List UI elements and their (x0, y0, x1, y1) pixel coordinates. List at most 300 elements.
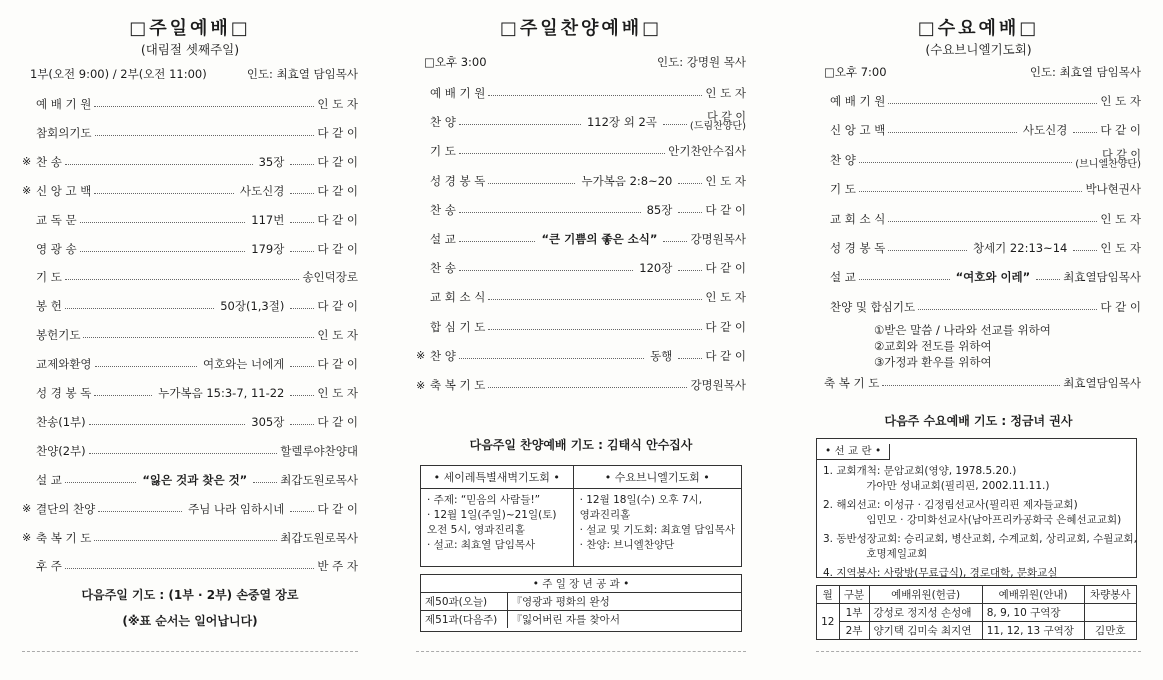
wednesday-service-column (816, 0, 1141, 680)
leader-dots (488, 299, 702, 300)
order-item (22, 384, 358, 402)
order-person (705, 319, 746, 335)
order-person (280, 443, 358, 459)
mission-line: 4. 지역봉사: 사랑방(무료급식), 경로대학, 문화교실 (823, 567, 1058, 579)
order-item (816, 180, 1141, 198)
leader-dots (80, 222, 246, 223)
order-item (416, 84, 746, 102)
dawn-prayer-notice (421, 466, 573, 566)
service-header (30, 66, 358, 82)
order-item (22, 95, 358, 113)
prayer-topic: ①받은 말씀 / 나라와 선교를 위하여 (874, 323, 1051, 337)
order-content: 동행 (650, 348, 673, 363)
order-label: 성 경 봉 독 (430, 173, 486, 188)
leader-dots (459, 241, 536, 242)
duty-guide: 8, 9, 10 구역장 (982, 604, 1084, 622)
order-person (1100, 299, 1141, 315)
order-person-name: 다 같 이 (317, 414, 358, 429)
order-label: 봉헌기도 (36, 328, 81, 343)
leader-dots (253, 482, 277, 483)
leader-dots (290, 193, 314, 194)
order-person (317, 212, 358, 228)
order-content: “여호와 이레” (955, 270, 1031, 285)
order-content: “잃은 것과 찾은 것” (142, 472, 248, 487)
leader-dots (488, 95, 702, 96)
wednesday-prayer-notice (573, 466, 741, 566)
order-label: 설 교 (830, 270, 856, 285)
leader-dots (1036, 279, 1060, 280)
order-item (416, 259, 746, 277)
sunday-service-column (22, 0, 358, 680)
order-content: 창세기 22:13~14 (972, 241, 1068, 255)
order-label: 기 도 (36, 270, 62, 285)
order-item (816, 298, 1141, 316)
standing-mark: ※ (22, 155, 32, 169)
table-row (421, 611, 741, 629)
order-person (1075, 147, 1141, 170)
leader-dots (65, 482, 136, 483)
leader-dots (89, 453, 278, 454)
praise-service-title: □주일찬양예배□ (499, 18, 663, 39)
order-label: 찬 송 (430, 261, 456, 276)
order-person-name: 다 같 이 (1100, 299, 1141, 314)
order-item (416, 288, 746, 306)
mission-line: 1. 교회개척: 문암교회(영양, 1978.5.20.) (823, 465, 1017, 477)
order-person-name: 인 도 자 (1100, 211, 1141, 226)
order-item (22, 471, 358, 489)
order-content: 117번 (251, 212, 285, 227)
order-label: 축 복 기 도 (824, 376, 880, 390)
leader-dots (888, 221, 1097, 222)
leader-dots (290, 511, 314, 512)
leader-dots (290, 424, 314, 425)
order-person-name: 다 같 이 (705, 261, 746, 276)
leader-dots (290, 366, 314, 367)
leader-dots (65, 164, 253, 165)
lesson-name: 『영광과 평화의 완성 (507, 593, 741, 611)
lesson-no: 제50과(오늘) (421, 593, 507, 611)
order-content: 누가복음 15:3-7, 11-22 (158, 386, 285, 400)
duty-offering: 양기택 김미숙 최지연 (869, 622, 982, 640)
order-person-name: 인 도 자 (705, 290, 746, 305)
mission-line: 가아만 성내교회(필리핀, 2002.11.11.) (823, 480, 1050, 492)
order-label: 기 도 (430, 144, 456, 159)
leader-dots (94, 395, 152, 396)
order-item (22, 153, 358, 171)
order-person (668, 143, 746, 159)
notice-line: 오전 5시, 영과진리홀 (427, 524, 525, 536)
order-label: 결단의 찬양 (36, 501, 96, 516)
order-person-name: 다 같 이 (317, 241, 358, 256)
order-person-name: 할렐루야찬양대 (280, 443, 358, 458)
order-item (22, 124, 358, 142)
order-person (690, 112, 746, 132)
order-person (705, 85, 746, 101)
order-person (317, 241, 358, 257)
service-time: □오후 7:00 (824, 65, 887, 79)
order-person (1100, 240, 1141, 256)
order-item (22, 500, 358, 518)
order-person-name: 다 같 이 (1100, 123, 1141, 138)
order-person-group: (브니엘찬양단) (1075, 158, 1141, 170)
order-person (317, 298, 358, 314)
order-person-name: 다 같 이 (317, 154, 358, 169)
leader-dots (888, 250, 967, 251)
order-person-name: 다 같 이 (317, 183, 358, 198)
wednesday-service-subtitle: (수요브니엘기도회) (925, 42, 1032, 57)
duty-part: 2부 (839, 622, 869, 640)
order-label: 봉 헌 (36, 299, 62, 314)
order-person (280, 472, 358, 488)
order-label: 찬송(1부) (36, 414, 86, 429)
leader-dots (459, 153, 665, 154)
order-person (317, 501, 358, 517)
order-content: 사도신경 (239, 183, 285, 198)
order-item (824, 374, 1141, 392)
wednesday-service-title: □수요예배□ (917, 18, 1040, 39)
order-item (416, 110, 746, 133)
sunday-praise-service-column (416, 0, 746, 680)
column-header: 월 (817, 586, 839, 604)
order-person-name: 강명원목사 (690, 232, 746, 246)
order-person (705, 260, 746, 276)
order-person-name: 인 도 자 (1100, 94, 1141, 108)
next-week-prayer: 다음주일 기도 : (1부 · 2부) 손중열 장로 (81, 588, 299, 602)
order-label: 예 배 기 원 (36, 97, 92, 111)
notice-line: · 설교: 최효열 담임목사 (427, 539, 536, 551)
lesson-name: 『잃어버린 자를 찾아서 (507, 611, 741, 629)
order-item (816, 268, 1141, 286)
order-person (1085, 181, 1141, 197)
cut-line (816, 651, 1141, 652)
service-leader: 인도: 강명원 목사 (657, 55, 746, 69)
leader-dots (1073, 250, 1097, 251)
notice-line: 영과진리홀 (579, 509, 631, 521)
leader-dots (859, 162, 1072, 163)
order-person-name: 다 같 이 (705, 202, 746, 217)
sunday-service-subtitle: (대림절 셋째주일) (140, 42, 240, 57)
order-person-name: 다 같 이 (705, 348, 746, 363)
leader-dots (290, 395, 314, 396)
mission-line: 2. 해외선교: 이성규 · 김정림선교사(필리핀 제자들교회) (823, 499, 1078, 511)
order-content: “큰 기쁨의 좋은 소식” (541, 232, 658, 246)
order-person: 최효열담임목사 (1063, 376, 1141, 390)
order-person (690, 231, 746, 247)
leader-dots (678, 212, 702, 213)
leader-dots (95, 135, 315, 136)
order-content: 35장 (258, 154, 285, 169)
order-person (317, 558, 358, 574)
order-person-name: 최갑도원로목사 (280, 472, 358, 487)
leader-dots (888, 103, 1097, 104)
service-leader: 인도: 최효열 담임목사 (1029, 65, 1141, 79)
leader-dots (89, 424, 246, 425)
order-label: 설 교 (430, 232, 456, 246)
leader-dots (65, 568, 314, 569)
mission-line: 호명제일교회 (823, 548, 928, 560)
order-label: 교 독 문 (36, 212, 77, 227)
leader-dots (859, 279, 950, 280)
order-item (22, 182, 358, 200)
mission-box (816, 438, 1137, 578)
leader-dots (1073, 132, 1097, 133)
order-person (317, 414, 358, 430)
order-person (690, 377, 746, 393)
leader-dots (94, 193, 234, 194)
table-row (421, 593, 741, 611)
order-content: 305장 (251, 414, 285, 429)
duty-offering: 강성로 정지성 손성애 (869, 604, 982, 622)
order-person-name: 강명원목사 (690, 378, 746, 392)
order-person-name: 다 같 이 (317, 501, 358, 516)
order-person-name: 송인덕장로 (302, 270, 358, 285)
duty-guide: 11, 12, 13 구역장 (982, 622, 1084, 640)
order-label: 찬 송 (430, 202, 456, 217)
wednesday-prayer-title: • 수요브니엘기도회 • (574, 466, 741, 489)
leader-dots (290, 222, 314, 223)
leader-dots (80, 251, 246, 252)
order-person-name: 최효열담임목사 (1063, 270, 1141, 285)
leader-dots (459, 212, 641, 213)
mission-line: 임민모 · 강미화선교사(남아프리카공화국 은혜선교교회) (823, 514, 1122, 526)
order-label: 성 경 봉 독 (36, 386, 92, 400)
duty-table (817, 586, 1136, 639)
column-header: 구분 (839, 586, 869, 604)
column-header: 차량봉사 (1084, 586, 1136, 604)
order-item (416, 201, 746, 219)
order-label: 신 앙 고 백 (36, 183, 92, 198)
order-person (317, 183, 358, 199)
mission-title: • 선 교 란 • (817, 444, 890, 460)
service-time: 1부(오전 9:00) / 2부(오전 11:00) (30, 67, 207, 81)
order-item (416, 347, 746, 365)
order-person (317, 125, 358, 141)
leader-dots (290, 251, 314, 252)
order-item (22, 557, 358, 575)
service-time: □오후 3:00 (424, 55, 487, 69)
order-content: 120장 (639, 261, 673, 276)
standing-mark: ※ (416, 349, 426, 363)
order-item (816, 92, 1141, 110)
standing-mark: ※ (22, 184, 32, 198)
duty-part: 1부 (839, 604, 869, 622)
announcement-box (420, 465, 742, 567)
order-person (317, 327, 358, 343)
leader-dots (488, 329, 702, 330)
leader-dots (65, 279, 300, 280)
order-item (22, 355, 358, 373)
order-item (816, 239, 1141, 257)
standing-mark: ※ (416, 378, 426, 392)
duty-box (816, 585, 1137, 640)
order-item (22, 413, 358, 431)
order-person (705, 348, 746, 364)
duty-car: 김만호 (1084, 622, 1136, 640)
service-leader: 인도: 최효열 담임목사 (246, 67, 358, 81)
order-label: 기 도 (830, 182, 856, 197)
leader-dots (678, 183, 702, 184)
leader-dots (290, 308, 314, 309)
order-label: 교 회 소 식 (830, 211, 886, 226)
order-person-name: 다 같 이 (317, 299, 358, 314)
order-item (22, 268, 358, 286)
order-item (22, 211, 358, 229)
leader-dots (678, 270, 702, 271)
order-label: 성 경 봉 독 (830, 241, 886, 255)
order-content: 주님 나라 임하시네 (188, 501, 285, 516)
leader-dots (663, 124, 687, 125)
order-person-name: 인 도 자 (705, 86, 746, 100)
notice-line: · 찬양: 브니엘찬양단 (579, 539, 675, 551)
leader-dots (488, 183, 575, 184)
order-item (22, 529, 358, 547)
order-person-name: 인 도 자 (317, 328, 358, 343)
lesson-title: • 주 일 장 년 공 과 • (421, 575, 741, 593)
order-person-name: 다 같 이 (707, 110, 746, 124)
order-person (280, 530, 358, 546)
prayer-topic: ②교회와 전도를 위하여 (874, 339, 992, 353)
order-item (416, 318, 746, 336)
notice-line: · 12월 1일(주일)~21일(토) (427, 509, 557, 521)
cut-line (22, 651, 358, 652)
order-person-group: (드림찬양단) (689, 121, 746, 133)
order-item (416, 376, 746, 394)
order-person (705, 202, 746, 218)
order-person-name: 인 도 자 (1100, 241, 1141, 255)
order-person (317, 96, 358, 112)
next-week-prayer: 다음주일 찬양예배 기도 : 김태식 안수집사 (469, 438, 693, 452)
cut-line (416, 651, 746, 652)
order-label: 설 교 (36, 472, 62, 487)
order-item (816, 147, 1141, 170)
leader-dots (663, 241, 687, 242)
order-item (416, 172, 746, 190)
order-person (1100, 93, 1141, 109)
notice-line: · 주제: “믿음의 사람들!” (427, 494, 541, 506)
order-label: 영 광 송 (36, 241, 77, 256)
leader-dots (859, 191, 1083, 192)
order-person-name: 다 같 이 (317, 357, 358, 372)
leader-dots (290, 164, 314, 165)
order-person-name: 최갑도원로목사 (280, 530, 358, 545)
leader-dots (488, 387, 687, 388)
order-item (416, 230, 746, 248)
leader-dots (94, 540, 277, 541)
order-label: 신 앙 고 백 (830, 123, 886, 138)
dawn-prayer-title: • 세이레특별새벽기도회 • (421, 466, 573, 489)
order-content: 사도신경 (1022, 123, 1068, 138)
order-person (1100, 122, 1141, 138)
leader-dots (459, 124, 581, 125)
leader-dots (459, 270, 633, 271)
column-header: 예배위원(헌금) (869, 586, 982, 604)
order-label: 찬 양 (830, 152, 856, 167)
order-content: 112장 외 2곡 (586, 115, 657, 130)
order-person-name: 다 같 이 (317, 125, 358, 140)
order-item (816, 121, 1141, 139)
leader-dots (94, 106, 314, 107)
order-label: 참회의기도 (36, 125, 92, 140)
lesson-table (421, 575, 741, 628)
service-header (424, 54, 746, 70)
order-person (317, 356, 358, 372)
leader-dots (65, 308, 214, 309)
order-person (1063, 269, 1141, 285)
duty-month: 12 (817, 604, 839, 640)
order-person-name: 다 같 이 (705, 319, 746, 334)
leader-dots (95, 366, 197, 367)
order-content: 여호와는 너에게 (202, 357, 285, 372)
order-content: 179장 (251, 241, 285, 256)
table-row (817, 604, 1136, 622)
order-person (302, 269, 358, 285)
standing-mark: ※ (22, 531, 32, 544)
order-content: 85장 (646, 202, 673, 217)
order-item (22, 240, 358, 258)
notice-line: · 12월 18일(수) 오후 7시, (579, 494, 703, 506)
standing-note: (※표 순서는 일어납니다) (122, 614, 258, 628)
order-person-name: 인 도 자 (317, 386, 358, 400)
lesson-no: 제51과(다음주) (421, 611, 507, 629)
order-person-name: 인 도 자 (705, 173, 746, 188)
order-person-name: 인 도 자 (317, 97, 358, 111)
next-week-prayer: 다음주 수요예배 기도 : 정금녀 권사 (884, 414, 1073, 428)
leader-dots (459, 358, 644, 359)
order-content: 누가복음 2:8~20 (581, 173, 673, 188)
notice-line: · 설교 및 기도회: 최효열 담임목사 (579, 524, 735, 536)
column-header: 예배위원(안내) (982, 586, 1084, 604)
service-header (824, 64, 1141, 80)
order-person-name: 안기찬안수집사 (668, 144, 746, 159)
order-label: 교제와환영 (36, 357, 92, 372)
leader-dots (882, 385, 1060, 386)
order-item (22, 442, 358, 460)
order-label: 찬 양 (430, 348, 456, 363)
order-label: 찬 양 (430, 115, 456, 130)
order-content: 50장(1,3절) (220, 299, 285, 314)
mission-line: 3. 동반성장교회: 승리교회, 병산교회, 수계교회, 상리교회, 수월교회, (823, 533, 1137, 545)
order-label: 축 복 기 도 (430, 378, 486, 392)
order-label: 후 주 (36, 559, 62, 574)
leader-dots (98, 511, 182, 512)
order-person-name: 다 같 이 (1102, 147, 1141, 161)
order-label: 예 배 기 원 (830, 94, 886, 108)
order-person-name: 박나현권사 (1085, 182, 1141, 197)
table-header-row (817, 586, 1136, 604)
order-person (317, 385, 358, 401)
order-person (705, 173, 746, 189)
order-person-name: 다 같 이 (317, 212, 358, 227)
leader-dots (83, 337, 314, 338)
table-row (817, 622, 1136, 640)
leader-dots (678, 358, 702, 359)
order-item (22, 326, 358, 344)
order-person (317, 154, 358, 170)
order-item (22, 297, 358, 315)
order-person (705, 289, 746, 305)
duty-car (1084, 604, 1136, 622)
order-label: 찬양(2부) (36, 443, 86, 458)
prayer-topic: ③가정과 환우를 위하여 (874, 355, 992, 369)
leader-dots (918, 309, 1097, 310)
order-label: 축 복 기 도 (36, 530, 92, 545)
order-label: 찬양 및 합심기도 (830, 299, 916, 314)
order-label: 합 심 기 도 (430, 319, 486, 334)
sunday-service-title: □주일예배□ (129, 18, 251, 39)
lesson-box (420, 574, 742, 632)
order-label: 찬 송 (36, 154, 62, 169)
leader-dots (888, 132, 1017, 133)
